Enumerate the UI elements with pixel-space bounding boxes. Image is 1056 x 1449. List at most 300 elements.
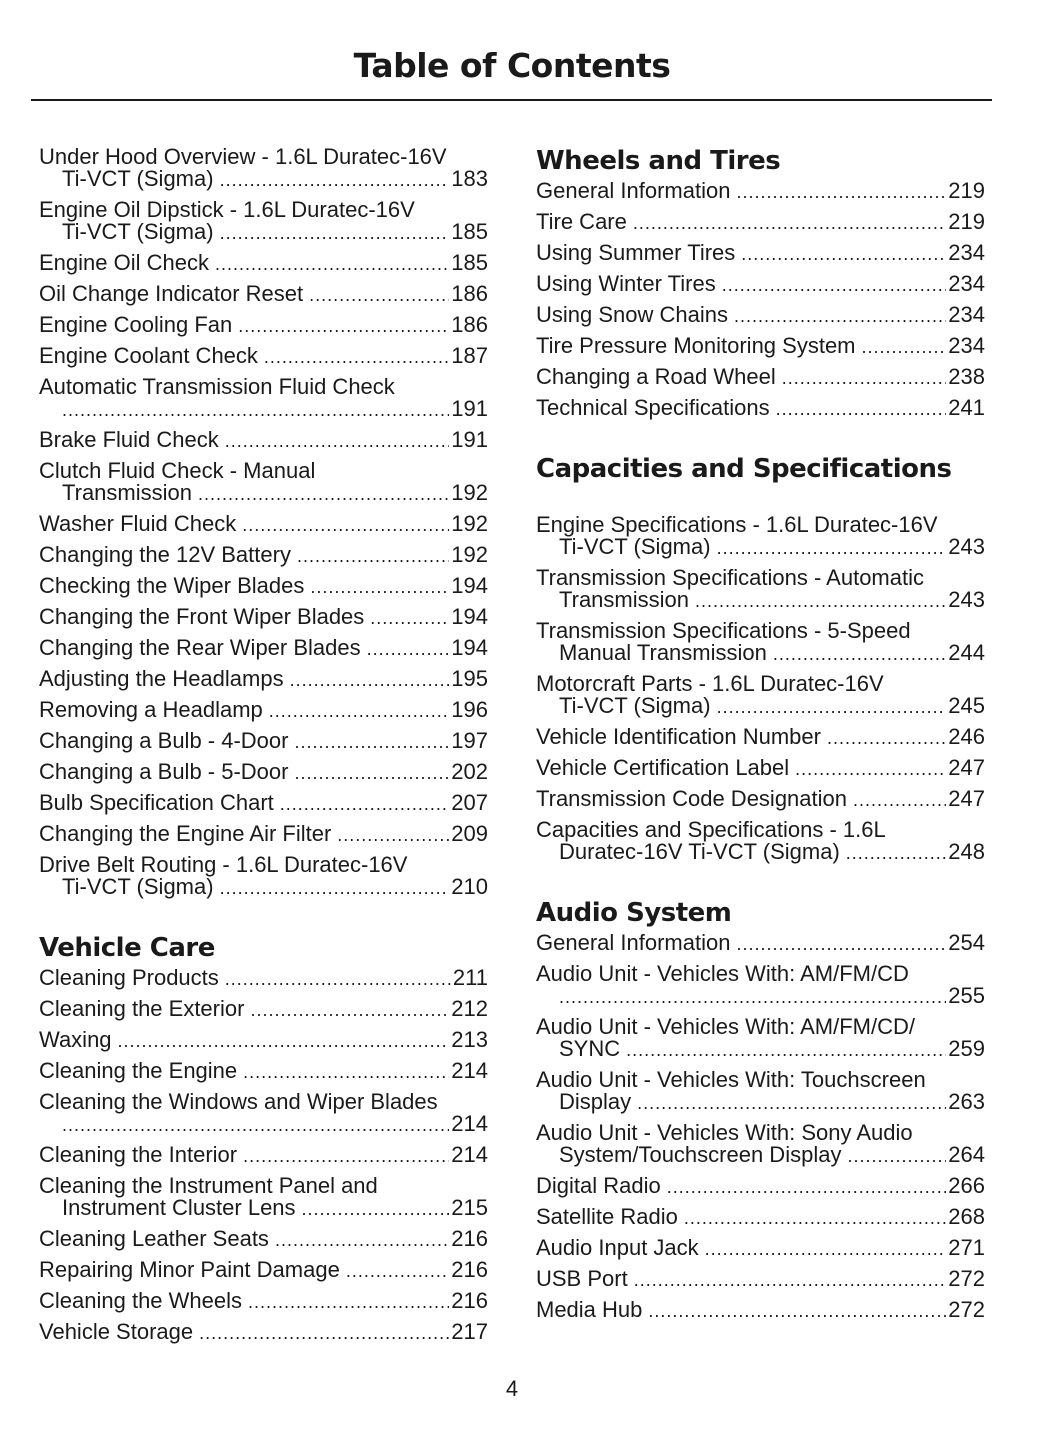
toc-entry[interactable] <box>39 314 488 337</box>
toc-entry-page: 243 <box>948 534 985 559</box>
toc-entry-leader-line <box>39 1060 488 1083</box>
toc-entry-page: 185 <box>451 250 488 275</box>
toc-entry-leader-line <box>559 841 985 864</box>
dot-leader <box>310 576 449 598</box>
toc-entry[interactable] <box>536 1206 985 1229</box>
toc-entry[interactable] <box>536 1237 985 1260</box>
toc-entry[interactable] <box>536 304 985 327</box>
dot-leader <box>346 1260 449 1282</box>
toc-entry-title: Satellite Radio <box>536 1204 678 1229</box>
toc-entry-page: 238 <box>948 364 985 389</box>
toc-entry-leader-line <box>536 397 985 420</box>
toc-section <box>536 872 985 1322</box>
toc-entry-leader-line <box>536 304 985 327</box>
toc-entry-page: 195 <box>451 666 488 691</box>
toc-entry-title: Using Winter Tires <box>536 271 716 296</box>
toc-entry-leader-line <box>536 932 985 955</box>
toc-entry[interactable] <box>39 345 488 368</box>
toc-entry-leader-line <box>39 1259 488 1282</box>
toc-entry-title: Engine Oil Check <box>39 250 209 275</box>
dot-leader <box>847 1145 946 1167</box>
toc-entry-page: 186 <box>451 281 488 306</box>
toc-entry-page: 216 <box>451 1288 488 1313</box>
toc-entry-title: Ti-VCT (Sigma) <box>559 693 711 718</box>
toc-entry-title: Oil Change Indicator Reset <box>39 281 304 306</box>
toc-entry-page: 187 <box>451 343 488 368</box>
toc-entry[interactable] <box>536 726 985 749</box>
dot-leader <box>626 1039 946 1061</box>
toc-entry-page: 202 <box>451 759 488 784</box>
toc-entry-title-line: Cleaning the Instrument Panel and <box>39 1173 378 1198</box>
dot-leader <box>736 181 946 203</box>
toc-entry-title: Waxing <box>39 1027 112 1052</box>
toc-entry-title: General Information <box>536 178 731 203</box>
toc-section <box>39 146 488 899</box>
toc-entry-leader-line <box>559 536 985 559</box>
toc-entry-leader-line <box>39 699 488 722</box>
toc-entry-leader-line <box>62 398 488 421</box>
toc-entry-title: Ti-VCT (Sigma) <box>62 166 214 191</box>
toc-entry[interactable] <box>39 252 488 275</box>
dot-leader <box>684 1207 946 1229</box>
toc-entry-page: 186 <box>451 312 488 337</box>
toc-entry-page: 217 <box>451 1319 488 1344</box>
dot-leader <box>773 643 946 665</box>
toc-entry-leader-line <box>536 180 985 203</box>
toc-entry[interactable] <box>39 998 488 1021</box>
toc-entry-title: Using Summer Tires <box>536 240 736 265</box>
toc-entry-page: 215 <box>451 1195 488 1220</box>
dot-leader <box>220 169 450 191</box>
dot-leader <box>827 727 946 749</box>
toc-entry-title: Engine Coolant Check <box>39 343 258 368</box>
toc-entry-page: 259 <box>948 1036 985 1061</box>
toc-entry-page: 266 <box>948 1173 985 1198</box>
toc-entry[interactable] <box>536 1016 985 1061</box>
toc-entry-title: Transmission Code Designation <box>536 786 847 811</box>
dot-leader <box>290 669 450 691</box>
toc-entry-title: Cleaning Products <box>39 965 219 990</box>
toc-entry-page: 216 <box>451 1257 488 1282</box>
toc-entry-list <box>536 514 985 864</box>
toc-entry[interactable] <box>39 1029 488 1052</box>
toc-entry-title: Technical Specifications <box>536 395 770 420</box>
section-spacer <box>536 428 985 454</box>
toc-entry[interactable] <box>536 819 985 864</box>
dot-leader <box>225 968 451 990</box>
toc-entry-leader-line <box>39 1290 488 1313</box>
dot-leader <box>337 824 449 846</box>
toc-entry-leader-line <box>536 335 985 358</box>
toc-entry-leader-line <box>559 589 985 612</box>
toc-entry-title: USB Port <box>536 1266 628 1291</box>
toc-entry-title: Changing the Front Wiper Blades <box>39 604 365 629</box>
toc-entry-title-line: Transmission Specifications - 5-Speed <box>536 618 911 643</box>
toc-entry[interactable] <box>39 199 488 244</box>
dot-leader <box>294 762 449 784</box>
toc-entry-title: Ti-VCT (Sigma) <box>62 219 214 244</box>
toc-entry[interactable] <box>39 1321 488 1344</box>
toc-entry-title-line: Clutch Fluid Check - Manual <box>39 458 316 483</box>
toc-entry-title: Changing the 12V Battery <box>39 542 291 567</box>
toc-entry[interactable] <box>536 211 985 234</box>
toc-entry-title: Display <box>559 1089 632 1114</box>
toc-entry-page: 192 <box>451 511 488 536</box>
toc-entry-page: 214 <box>451 1058 488 1083</box>
toc-entry-leader-line <box>536 273 985 296</box>
toc-entry[interactable] <box>39 1144 488 1167</box>
toc-entry[interactable] <box>39 854 488 899</box>
toc-entry-page: 209 <box>451 821 488 846</box>
page-number: 4 <box>505 1376 519 1401</box>
dot-leader <box>795 758 946 780</box>
dot-leader <box>705 1238 947 1260</box>
toc-entry-page: 194 <box>451 573 488 598</box>
dot-leader <box>264 346 449 368</box>
toc-entry[interactable] <box>39 967 488 990</box>
toc-entry-title-line: Cleaning the Windows and Wiper Blades <box>39 1089 438 1114</box>
toc-entry[interactable] <box>536 567 985 612</box>
toc-column-right <box>536 146 985 1330</box>
toc-entry-page: 197 <box>451 728 488 753</box>
toc-entry-title: Cleaning the Interior <box>39 1142 238 1167</box>
toc-entry-title: Changing a Bulb - 5-Door <box>39 759 289 784</box>
toc-entry[interactable] <box>39 1060 488 1083</box>
toc-entry[interactable] <box>536 673 985 718</box>
toc-entry-leader-line <box>536 211 985 234</box>
toc-entry-title: Ti-VCT (Sigma) <box>559 534 711 559</box>
toc-entry-title: Repairing Minor Paint Damage <box>39 1257 340 1282</box>
toc-entry-title: Changing the Rear Wiper Blades <box>39 635 361 660</box>
toc-entry-title: Duratec-16V Ti-VCT (Sigma) <box>559 839 840 864</box>
toc-entry-page: 194 <box>451 635 488 660</box>
dot-leader <box>776 398 947 420</box>
toc-entry-title-line: Audio Unit - Vehicles With: AM/FM/CD <box>536 961 909 986</box>
toc-entry[interactable] <box>536 242 985 265</box>
toc-entry[interactable] <box>536 757 985 780</box>
toc-entry-leader-line <box>39 314 488 337</box>
toc-entry-leader-line <box>62 221 488 244</box>
section-heading: Capacities and Specifications <box>536 454 952 484</box>
toc-entry-page: 255 <box>948 983 985 1008</box>
toc-entry[interactable] <box>536 180 985 203</box>
toc-entry-page: 191 <box>451 396 488 421</box>
toc-entry[interactable] <box>39 1228 488 1251</box>
toc-entry-leader-line <box>559 1038 985 1061</box>
toc-entry[interactable] <box>39 376 488 421</box>
toc-entry[interactable] <box>536 397 985 420</box>
toc-entry[interactable] <box>39 1091 488 1136</box>
dot-leader <box>846 842 947 864</box>
dot-leader <box>741 243 946 265</box>
toc-entry[interactable] <box>39 1175 488 1220</box>
dot-leader <box>242 514 449 536</box>
toc-section <box>39 907 488 1344</box>
section-heading: Wheels and Tires <box>536 146 781 176</box>
dot-leader <box>633 212 946 234</box>
dot-leader <box>695 590 946 612</box>
toc-entry-title: Vehicle Certification Label <box>536 755 790 780</box>
toc-entry-leader-line <box>62 482 488 505</box>
dot-leader <box>248 1291 449 1313</box>
toc-entry[interactable] <box>536 932 985 955</box>
toc-entry-title-line: Drive Belt Routing - 1.6L Duratec-16V <box>39 852 408 877</box>
toc-entry-leader-line <box>39 513 488 536</box>
toc-entry[interactable] <box>39 668 488 691</box>
dot-leader <box>297 545 449 567</box>
toc-entry-page: 254 <box>948 930 985 955</box>
toc-entry-list <box>39 146 488 899</box>
toc-entry-title: Tire Care <box>536 209 627 234</box>
toc-entry-page: 194 <box>451 604 488 629</box>
dot-leader <box>722 274 947 296</box>
toc-entry-leader-line <box>39 429 488 452</box>
title-divider <box>31 99 992 101</box>
toc-entry-page: 212 <box>451 996 488 1021</box>
toc-entry-title: Media Hub <box>536 1297 643 1322</box>
toc-entry-leader-line <box>39 637 488 660</box>
dot-leader <box>367 638 450 660</box>
dot-leader <box>782 367 947 389</box>
toc-entry-title: Using Snow Chains <box>536 302 728 327</box>
toc-entry[interactable] <box>536 1175 985 1198</box>
toc-entry-leader-line <box>559 695 985 718</box>
dot-leader <box>862 336 947 358</box>
toc-entry-page: 219 <box>948 209 985 234</box>
toc-entry-leader-line <box>39 544 488 567</box>
toc-entry-title-line: Engine Specifications - 1.6L Duratec-16V <box>536 512 938 537</box>
section-spacer <box>39 907 488 933</box>
dot-leader <box>220 222 450 244</box>
toc-entry[interactable] <box>39 460 488 505</box>
toc-entry-leader-line <box>39 1228 488 1251</box>
toc-entry-leader-line <box>39 252 488 275</box>
toc-entry[interactable] <box>39 730 488 753</box>
toc-entry-leader-line <box>39 823 488 846</box>
dot-leader <box>667 1176 947 1198</box>
toc-entry-leader-line <box>39 1144 488 1167</box>
toc-column-left <box>39 146 488 1352</box>
toc-entry-page: 246 <box>948 724 985 749</box>
toc-entry-page: 248 <box>948 839 985 864</box>
toc-entry-title: Removing a Headlamp <box>39 697 263 722</box>
toc-entry-page: 191 <box>451 427 488 452</box>
toc-entry-page: 272 <box>948 1297 985 1322</box>
toc-entry-title: Cleaning the Exterior <box>39 996 245 1021</box>
toc-entry-leader-line <box>39 761 488 784</box>
toc-entry[interactable] <box>39 544 488 567</box>
toc-entry[interactable] <box>536 514 985 559</box>
toc-entry[interactable] <box>536 1069 985 1114</box>
toc-entry[interactable] <box>39 1259 488 1282</box>
toc-entry[interactable] <box>39 637 488 660</box>
toc-entry-page: 183 <box>451 166 488 191</box>
toc-entry[interactable] <box>39 606 488 629</box>
toc-entry-title-line: Audio Unit - Vehicles With: Sony Audio <box>536 1120 913 1145</box>
toc-entry[interactable] <box>536 1122 985 1167</box>
dot-leader <box>559 986 946 1008</box>
toc-entry-title: Engine Cooling Fan <box>39 312 233 337</box>
toc-entry[interactable] <box>536 366 985 389</box>
toc-entry-title-line: Motorcraft Parts - 1.6L Duratec-16V <box>536 671 884 696</box>
toc-entry-list <box>536 932 985 1322</box>
toc-entry-page: 247 <box>948 786 985 811</box>
toc-entry[interactable] <box>536 963 985 1008</box>
toc-entry-title: Brake Fluid Check <box>39 427 219 452</box>
toc-entry-title: Tire Pressure Monitoring System <box>536 333 856 358</box>
toc-entry-leader-line <box>536 757 985 780</box>
toc-entry[interactable] <box>536 335 985 358</box>
toc-entry-page: 247 <box>948 755 985 780</box>
toc-entry-title: Transmission <box>559 587 689 612</box>
toc-entry-leader-line <box>39 345 488 368</box>
dot-leader <box>734 305 946 327</box>
toc-entry-page: 213 <box>451 1027 488 1052</box>
toc-entry[interactable] <box>39 283 488 306</box>
toc-entry-title-line: Engine Oil Dipstick - 1.6L Duratec-16V <box>39 197 415 222</box>
toc-entry-page: 216 <box>451 1226 488 1251</box>
toc-entry-page: 207 <box>451 790 488 815</box>
dot-leader <box>225 430 450 452</box>
toc-entry-title: Digital Radio <box>536 1173 661 1198</box>
dot-leader <box>294 731 449 753</box>
toc-entry-leader-line <box>559 1091 985 1114</box>
toc-entry[interactable] <box>536 1299 985 1322</box>
toc-entry-page: 264 <box>948 1142 985 1167</box>
toc-entry-page: 214 <box>451 1111 488 1136</box>
section-heading: Vehicle Care <box>39 933 215 963</box>
dot-leader <box>309 284 449 306</box>
toc-entry[interactable] <box>39 575 488 598</box>
toc-entry-leader-line <box>39 668 488 691</box>
dot-leader <box>648 1300 946 1322</box>
toc-entry[interactable] <box>39 429 488 452</box>
toc-entry-title: Checking the Wiper Blades <box>39 573 305 598</box>
dot-leader <box>736 933 946 955</box>
dot-leader <box>220 877 450 899</box>
toc-entry[interactable] <box>39 1290 488 1313</box>
toc-entry-title: Changing a Bulb - 4-Door <box>39 728 289 753</box>
toc-entry-page: 234 <box>948 333 985 358</box>
toc-section <box>536 146 985 420</box>
toc-entry-leader-line <box>536 726 985 749</box>
toc-entry-page: 234 <box>948 271 985 296</box>
toc-entry-leader-line <box>536 1268 985 1291</box>
toc-entry-leader-line <box>39 792 488 815</box>
toc-entry[interactable] <box>39 761 488 784</box>
dot-leader <box>250 999 449 1021</box>
toc-entry-leader-line <box>62 168 488 191</box>
toc-entry-title: Transmission <box>62 480 192 505</box>
dot-leader <box>637 1092 946 1114</box>
dot-leader <box>62 399 449 421</box>
page-title: Table of Contents <box>353 46 671 85</box>
toc-entry-page: 234 <box>948 302 985 327</box>
toc-entry-page: 196 <box>451 697 488 722</box>
toc-entry-page: 263 <box>948 1089 985 1114</box>
toc-entry-list <box>39 967 488 1344</box>
dot-leader <box>717 537 947 559</box>
toc-entry[interactable] <box>536 620 985 665</box>
toc-entry[interactable] <box>536 273 985 296</box>
toc-entry-page: 214 <box>451 1142 488 1167</box>
toc-entry-title: Vehicle Storage <box>39 1319 194 1344</box>
toc-entry-leader-line <box>536 1206 985 1229</box>
dot-leader <box>199 1322 449 1344</box>
toc-entry[interactable] <box>39 792 488 815</box>
dot-leader <box>243 1061 449 1083</box>
toc-entry-title: Cleaning the Engine <box>39 1058 238 1083</box>
toc-entry-page: 192 <box>451 480 488 505</box>
dot-leader <box>717 696 947 718</box>
toc-entry-page: 185 <box>451 219 488 244</box>
toc-entry-page: 271 <box>948 1235 985 1260</box>
toc-entry-title: SYNC <box>559 1036 621 1061</box>
toc-entry-page: 272 <box>948 1266 985 1291</box>
toc-entry-title: Bulb Specification Chart <box>39 790 274 815</box>
toc-section <box>536 428 985 864</box>
toc-entry-title: General Information <box>536 930 731 955</box>
toc-entry-title-line: Audio Unit - Vehicles With: Touchscreen <box>536 1067 926 1092</box>
dot-leader <box>634 1269 947 1291</box>
dot-leader <box>238 315 449 337</box>
toc-entry-page: 244 <box>948 640 985 665</box>
toc-entry-leader-line <box>536 366 985 389</box>
toc-entry-title-line: Audio Unit - Vehicles With: AM/FM/CD/ <box>536 1014 915 1039</box>
toc-entry-title: System/Touchscreen Display <box>559 1142 842 1167</box>
toc-entry-leader-line <box>39 575 488 598</box>
toc-entry-leader-line <box>62 876 488 899</box>
toc-entry-title: Changing the Engine Air Filter <box>39 821 332 846</box>
toc-entry-leader-line <box>39 998 488 1021</box>
toc-entry[interactable] <box>536 1268 985 1291</box>
dot-leader <box>198 483 449 505</box>
toc-entry-title: Vehicle Identification Number <box>536 724 821 749</box>
toc-entry[interactable] <box>39 823 488 846</box>
toc-entry-leader-line <box>536 1299 985 1322</box>
heading-spacer <box>536 484 985 514</box>
toc-entry-title-line: Transmission Specifications - Automatic <box>536 565 924 590</box>
toc-entry-title-line: Automatic Transmission Fluid Check <box>39 374 395 399</box>
dot-leader <box>62 1114 449 1136</box>
toc-entry-list <box>536 180 985 420</box>
toc-entry[interactable] <box>39 699 488 722</box>
toc-entry-title: Cleaning Leather Seats <box>39 1226 269 1251</box>
dot-leader <box>853 789 946 811</box>
toc-entry-title: Manual Transmission <box>559 640 767 665</box>
toc-entry-title: Changing a Road Wheel <box>536 364 776 389</box>
dot-leader <box>275 1229 449 1251</box>
dot-leader <box>243 1145 449 1167</box>
toc-entry[interactable] <box>39 146 488 191</box>
toc-entry-page: 241 <box>948 395 985 420</box>
section-heading: Audio System <box>536 898 732 928</box>
toc-entry[interactable] <box>39 513 488 536</box>
toc-entry-leader-line <box>559 1144 985 1167</box>
toc-entry-page: 234 <box>948 240 985 265</box>
toc-entry-title-line: Under Hood Overview - 1.6L Duratec-16V <box>39 144 447 169</box>
toc-entry-leader-line <box>536 1237 985 1260</box>
toc-entry[interactable] <box>536 788 985 811</box>
toc-entry-leader-line <box>39 1029 488 1052</box>
toc-entry-title: Instrument Cluster Lens <box>62 1195 296 1220</box>
toc-entry-leader-line <box>39 730 488 753</box>
toc-entry-page: 243 <box>948 587 985 612</box>
dot-leader <box>269 700 450 722</box>
toc-entry-title: Washer Fluid Check <box>39 511 237 536</box>
toc-entry-leader-line <box>39 967 488 990</box>
dot-leader <box>118 1030 450 1052</box>
